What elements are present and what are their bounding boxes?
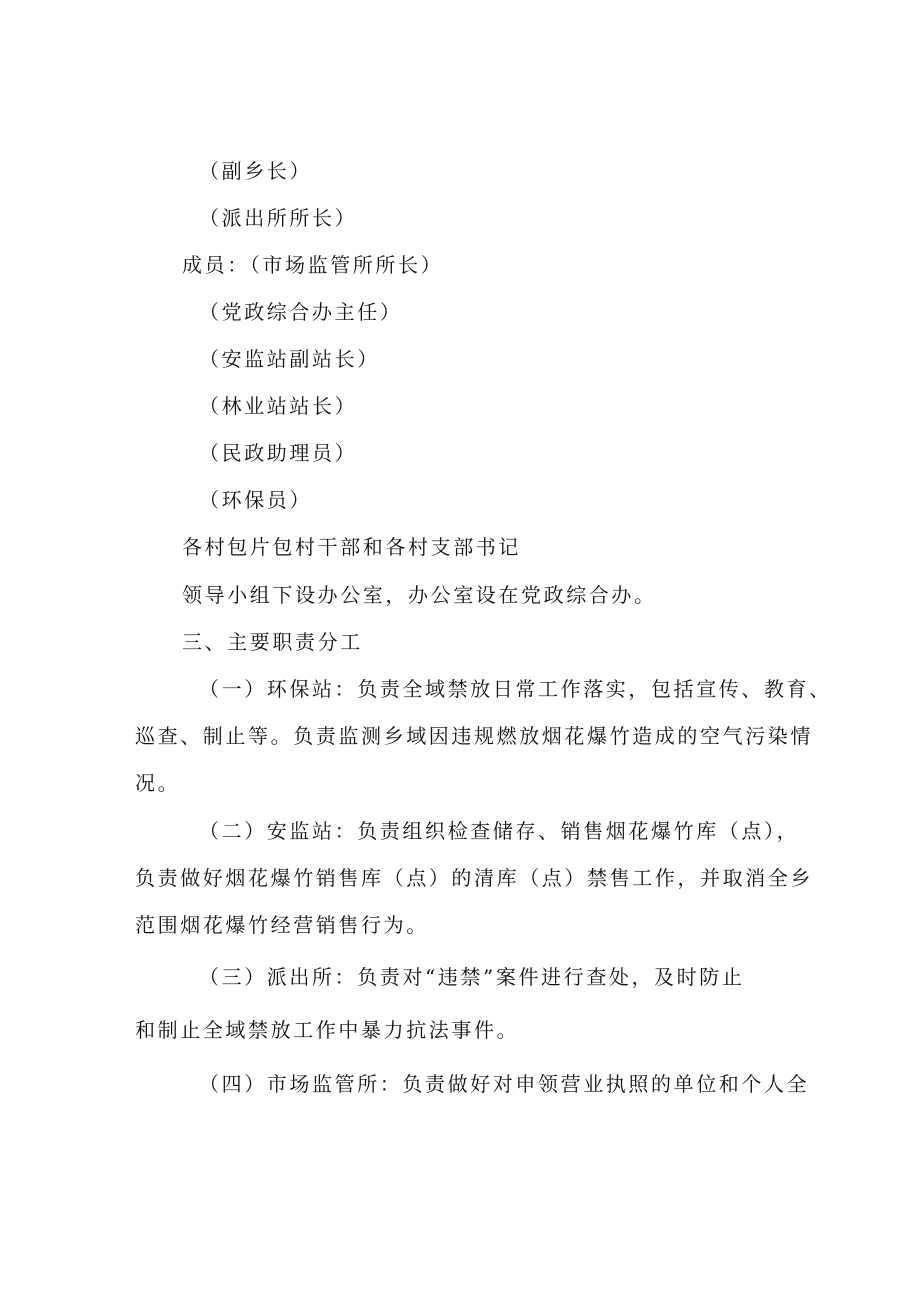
item3-line2: 和制止全域禁放工作中暴力抗法事件。 bbox=[135, 1018, 520, 1042]
item1-line1: （一）环保站：负责全域禁放日常工作落实，包括宣传、教育、 bbox=[199, 677, 832, 701]
role-civil-assistant: （民政助理员） bbox=[199, 441, 358, 465]
item2-line3: 范围烟花爆竹经营销售行为。 bbox=[135, 913, 429, 937]
item2-line2: 负责做好烟花爆竹销售库（点）的清库（点）禁售工作，并取消全乡 bbox=[135, 866, 813, 890]
role-forestry-chief: （林业站站长） bbox=[199, 394, 358, 418]
village-cadres: 各村包片包村干部和各村支部书记 bbox=[182, 535, 521, 559]
item3-line1: （三）派出所：负责对“违禁”案件进行查处，及时防止 bbox=[199, 965, 745, 989]
section-three-heading: 三、主要职责分工 bbox=[182, 630, 363, 654]
role-police-chief: （派出所所长） bbox=[199, 206, 358, 230]
item4-line1: （四）市场监管所：负责做好对申领营业执照的单位和个人全 bbox=[199, 1072, 810, 1096]
item1-line2: 巡查、制止等。负责监测乡域因违规燃放烟花爆竹造成的空气污染情 bbox=[135, 724, 813, 748]
members-line bbox=[182, 253, 443, 277]
members-prefix: 成员： bbox=[182, 253, 250, 277]
role-safety-deputy: （安监站副站长） bbox=[199, 347, 380, 371]
role-env-officer: （环保员） bbox=[199, 488, 312, 512]
item1-line3: 况。 bbox=[135, 771, 181, 795]
role-deputy-head: （副乡长） bbox=[199, 159, 312, 183]
role-market-chief: （市场监管所所长） bbox=[249, 253, 444, 277]
role-office-director: （党政综合办主任） bbox=[199, 300, 403, 324]
office-note: 领导小组下设办公室，办公室设在党政综合办。 bbox=[182, 583, 657, 607]
item2-line1: （二）安监站：负责组织检查储存、销售烟花爆竹库（点）， bbox=[199, 819, 800, 843]
